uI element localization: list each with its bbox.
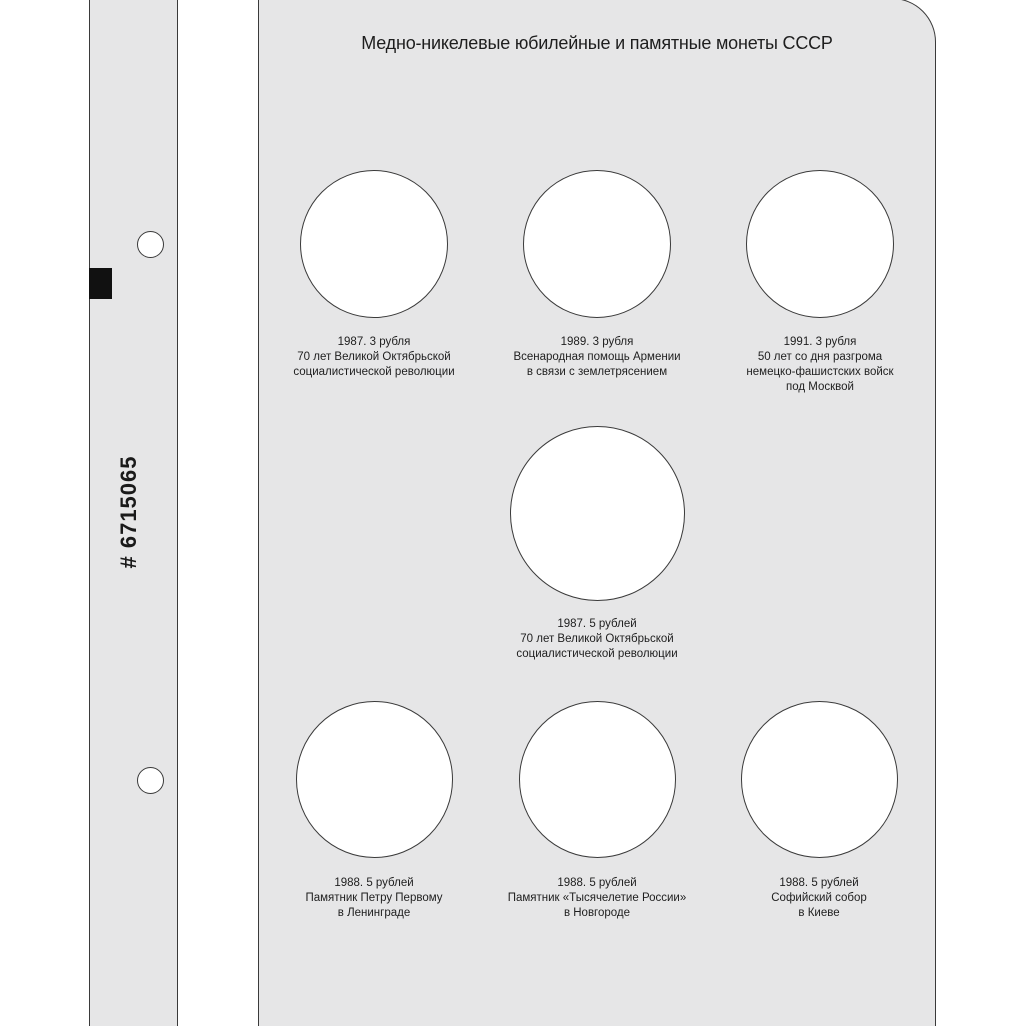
coin-year-denomination: 1989. 3 рубля xyxy=(560,336,634,348)
coin-caption-4 xyxy=(487,617,707,662)
coin-description-line: Памятник Петру Первому xyxy=(305,892,443,904)
coin-description-line: 70 лет Великой Октябрьской xyxy=(520,633,674,645)
coin-year-denomination: 1987. 5 рублей xyxy=(557,618,637,630)
coin-caption-3 xyxy=(710,335,930,395)
coin-slot-2[interactable] xyxy=(523,170,671,318)
coin-description-line: 70 лет Великой Октябрьской xyxy=(297,351,451,363)
coin-description-line: в связи с землетрясением xyxy=(526,366,668,378)
coin-slot-4[interactable] xyxy=(510,426,685,601)
coin-slot-7[interactable] xyxy=(741,701,898,858)
coin-description-line: социалистической революции xyxy=(516,648,678,660)
page-title: Медно-никелевые юбилейные и памятные монеты СССР xyxy=(361,33,833,53)
coin-caption-5 xyxy=(264,876,484,921)
coin-year-denomination: 1991. 3 рубля xyxy=(783,336,857,348)
punch-hole-bottom xyxy=(137,767,164,794)
coin-description-line: в Киеве xyxy=(798,907,840,919)
coin-description-line: немецко-фашистских войск xyxy=(746,366,894,378)
coin-description-line: Всенародная помощь Армении xyxy=(513,351,681,363)
coin-slot-5[interactable] xyxy=(296,701,453,858)
coin-year-denomination: 1988. 5 рублей xyxy=(779,877,859,889)
coin-caption-6 xyxy=(487,876,707,921)
index-tab-marker xyxy=(89,268,112,299)
coin-caption-1 xyxy=(264,335,484,380)
coin-year-denomination: 1987. 3 рубля xyxy=(337,336,411,348)
coin-description-line: социалистической революции xyxy=(293,366,455,378)
coin-slot-6[interactable] xyxy=(519,701,676,858)
coin-description-line: в Ленинграде xyxy=(337,907,411,919)
coin-description-line: в Новгороде xyxy=(563,907,631,919)
article-number: # 6715065 xyxy=(116,455,141,569)
coin-slot-1[interactable] xyxy=(300,170,448,318)
coin-description-line: 50 лет со дня разгрома xyxy=(757,351,883,363)
coin-year-denomination: 1988. 5 рублей xyxy=(557,877,637,889)
coin-year-denomination: 1988. 5 рублей xyxy=(334,877,414,889)
coin-description-line: Софийский собор xyxy=(771,892,867,904)
coin-slot-3[interactable] xyxy=(746,170,894,318)
punch-hole-top xyxy=(137,231,164,258)
coin-caption-7 xyxy=(709,876,929,921)
coin-caption-2 xyxy=(487,335,707,380)
coin-description-line: Памятник «Тысячелетие России» xyxy=(507,892,687,904)
coin-description-line: под Москвой xyxy=(786,381,854,393)
